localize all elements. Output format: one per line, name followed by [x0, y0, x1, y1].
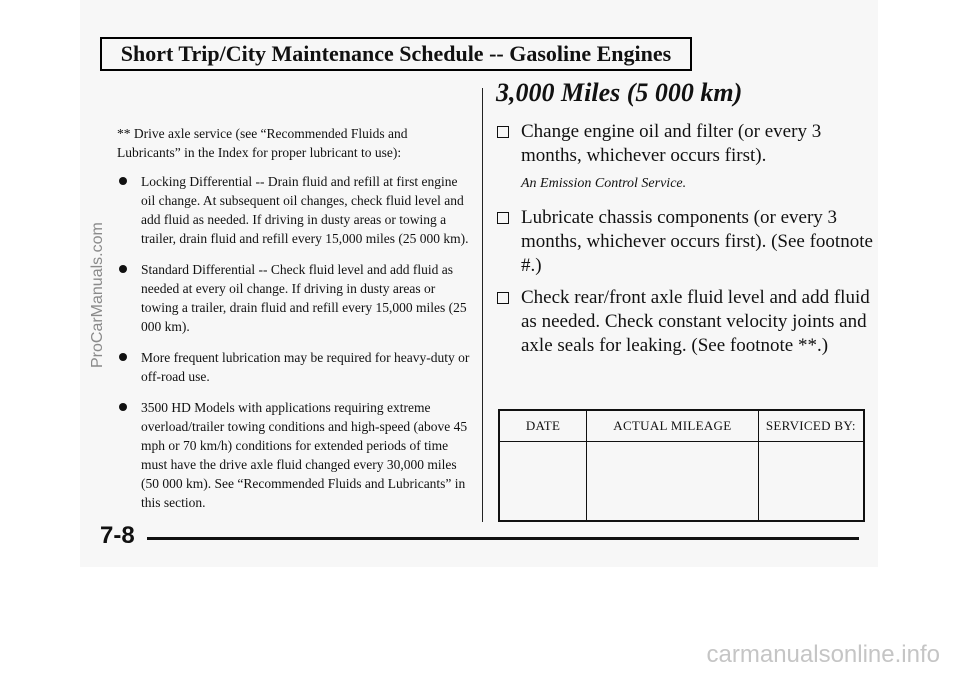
header-serviced-by: SERVICED BY:: [758, 410, 864, 442]
page-number: 7-8: [100, 522, 135, 549]
header-actual-mileage: ACTUAL MILEAGE: [587, 410, 759, 442]
table-row: [499, 442, 864, 522]
bullet-icon: [119, 403, 127, 411]
checklist-item-text: Lubricate chassis components (or every 3 months, whichever occurs first). (See footnote #.): [521, 207, 873, 276]
bullet-text: Standard Differential -- Check fluid level and add fluid as needed at every oil change. If driving in dusty areas or towing a trailer, drain fluid and refill every 15,000 miles (25 000 km).: [141, 262, 467, 334]
checklist-item-text: Check rear/front axle fluid level and add fluid as needed. Check constant velocity joints and axle seals for leaking. (See footnote **.): [521, 287, 870, 356]
checklist-item-lubricate-chassis: [495, 206, 875, 278]
drive-axle-notes: [117, 124, 472, 524]
header-date: DATE: [499, 410, 587, 442]
bullet-icon: [119, 353, 127, 361]
bullet-text: More frequent lubrication may be required for heavy-duty or off-road use.: [141, 350, 470, 384]
bullet-icon: [119, 177, 127, 185]
emission-note: An Emission Control Service.: [521, 176, 687, 191]
bullet-text: Locking Differential -- Drain fluid and refill at first engine oil change. At subsequent oil changes, check fluid level and add fluid as needed. If driving in dusty areas or towing a trailer, drain fluid and refill every 15,000 miles (25 000 km).: [141, 174, 469, 246]
table-header-row: [499, 410, 864, 442]
bullet-locking-differential: [117, 172, 472, 248]
intro-text: ** Drive axle service (see “Recommended Fluids and Lubricants” in the Index for proper lubricant to use):: [117, 126, 408, 160]
page-title-text: Short Trip/City Maintenance Schedule -- Gasoline Engines: [120, 41, 672, 66]
side-watermark: ProCarManuals.com: [89, 222, 106, 368]
checklist-item-text: Change engine oil and filter (or every 3 months, whichever occurs first).: [521, 121, 822, 166]
section-heading: 3,000 Miles (5 000 km): [496, 78, 743, 107]
footer-rule: [147, 537, 859, 540]
checkbox-icon: [497, 212, 509, 224]
bullet-standard-differential: [117, 260, 472, 336]
serviced-by-cell: [758, 442, 864, 522]
date-cell: [499, 442, 587, 522]
bullet-text: 3500 HD Models with applications requiring extreme overload/trailer towing conditions and high-speed (above 45 mph or 70 km/h) conditions for extended periods of time must have the drive axle fluid changed every 30,000 miles (50 000 km). See “Recommended Fluids and Lubricants” in this section.: [141, 400, 468, 510]
page-title: [100, 37, 692, 71]
checklist-item-check-axle-fluid: [495, 286, 875, 358]
column-divider: [482, 88, 483, 522]
service-record-table: [498, 409, 865, 522]
bullet-icon: [119, 265, 127, 273]
checkbox-icon: [497, 126, 509, 138]
bullet-3500hd-models: [117, 398, 472, 512]
checkbox-icon: [497, 292, 509, 304]
mileage-cell: [587, 442, 759, 522]
bottom-watermark: carmanualsonline.info: [706, 641, 940, 668]
checklist-item-change-oil: [495, 120, 875, 168]
bullet-frequent-lubrication: [117, 348, 472, 386]
service-checklist: [495, 120, 875, 366]
